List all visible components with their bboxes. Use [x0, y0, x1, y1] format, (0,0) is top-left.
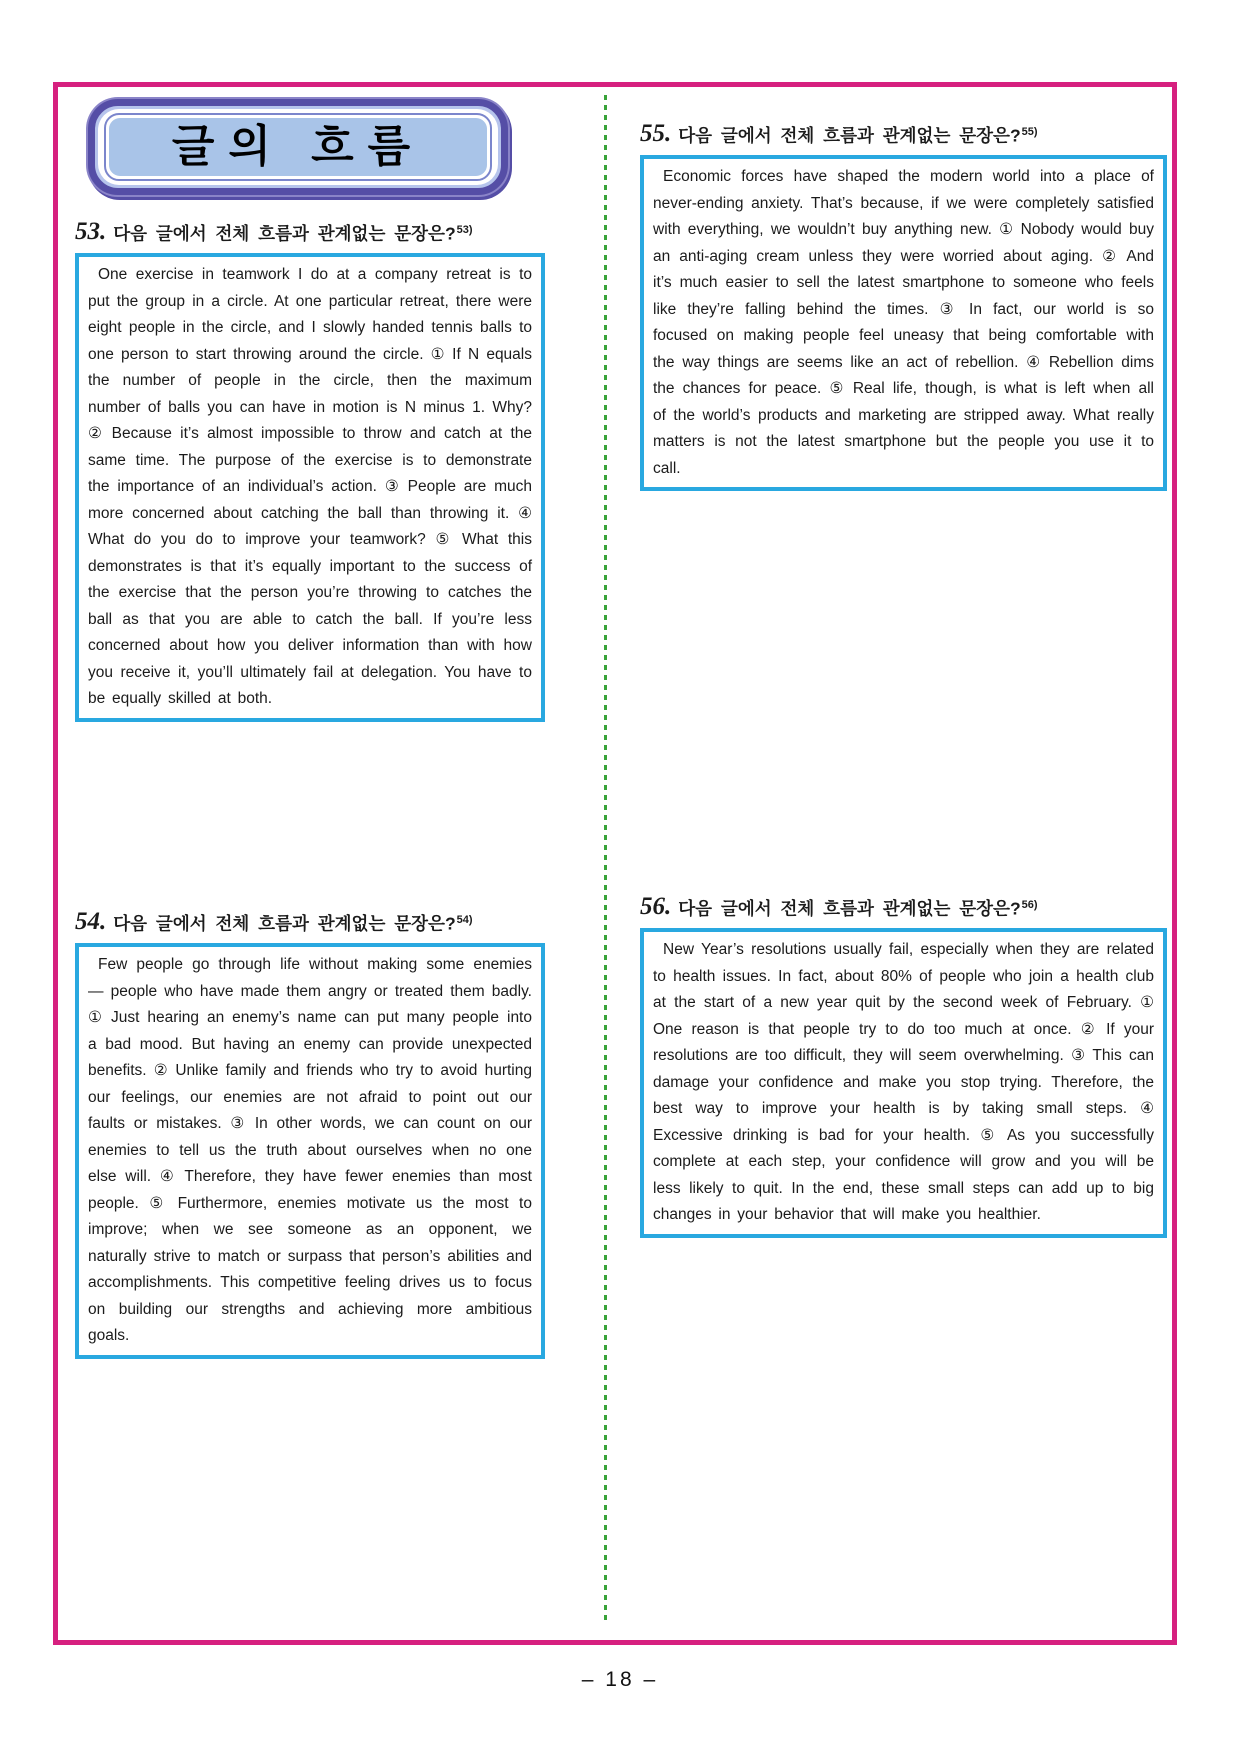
question-55-number: 55. — [640, 120, 672, 148]
column-divider — [604, 95, 607, 1623]
question-55-passage-box — [640, 155, 1167, 491]
question-56-passage-text: New Year’s resolutions usually fail, especially when they are related to health issues. In fact, about 80% of people who join a health club at the start of a new year quit by the second week of February. ① One reason is that people try to do too much at once. ② If your resolutions are too difficult, they will seem overwhelming. ③ This can damage your confidence and make you stop trying. Therefore, the best way to improve your health is by taking small steps. ④ Excessive drinking is bad for your health. ⑤ As you successfully complete at each step, your confidence will grow and you will be less likely to quit. In the end, these small steps can add up to big changes in your behavior that will make you healthier. — [653, 941, 1154, 1224]
question-55-header — [640, 117, 1167, 152]
question-54 — [75, 905, 545, 1359]
question-56-prompt: 다음 글에서 전체 흐름과 관계없는 문장은? — [678, 898, 1021, 919]
question-54-number: 54. — [75, 908, 107, 936]
question-54-prompt: 다음 글에서 전체 흐름과 관계없는 문장은? — [113, 913, 456, 934]
question-53-header — [75, 215, 545, 250]
page-frame — [53, 82, 1177, 1645]
question-54-passage-text: Few people go through life without making some enemies — people who have made them angry or treated them badly. ① Just hearing an enemy’s name can put many people into a bad mood. But having an enemy can provide unexpected benefits. ② Unlike family and friends who try to avoid hurting our feelings, our enemies are not afraid to point out our faults or mistakes. ③ In other words, we can count on our enemies to tell us the truth about ourselves when no one else will. ④ Therefore, they have fewer enemies than most people. ⑤ Furthermore, enemies motivate us the most to improve; when we see someone as an opponent, we naturally strive to match or surpass that person’s abilities and accomplishments. This competitive feeling drives us to focus on building our strengths and achieving more ambitious goals. — [88, 956, 532, 1345]
page-number: – 18 – — [581, 1668, 659, 1691]
question-53-number: 53. — [75, 218, 107, 246]
question-53-passage-box — [75, 253, 545, 722]
question-55-footnote-ref: 55) — [1021, 126, 1038, 138]
question-56-number: 56. — [640, 893, 672, 921]
question-53 — [75, 215, 545, 722]
question-53-footnote-ref: 53) — [456, 224, 473, 236]
question-54-header — [75, 905, 545, 940]
question-53-prompt: 다음 글에서 전체 흐름과 관계없는 문장은? — [113, 223, 456, 244]
title-inner-ring — [104, 113, 492, 181]
section-title: 글의 흐름 — [171, 122, 425, 171]
question-56-passage-box — [640, 928, 1167, 1238]
section-title-box — [88, 99, 508, 195]
title-fill — [109, 118, 487, 176]
title-outer-ring — [88, 99, 508, 195]
question-56-footnote-ref: 56) — [1021, 899, 1038, 911]
question-54-footnote-ref: 54) — [456, 914, 473, 926]
question-54-passage-box — [75, 943, 545, 1359]
question-55-prompt: 다음 글에서 전체 흐름과 관계없는 문장은? — [678, 125, 1021, 146]
question-55-passage-text: Economic forces have shaped the modern world into a place of never-ending anxiety. That’s because, if we were completely satisfied with everything, we wouldn’t buy anything new. ① Nobody would buy an anti-aging cream unless they were worried about aging. ② And it’s much easier to sell the latest smartphone to someone who feels like they’re falling behind the times. ③ In fact, our world is so focused on making people feel uneasy that being comfortable with the way things are seems like an act of rebellion. ④ Rebellion dims the chances for peace. ⑤ Real life, though, is what is left when all of the world’s products and marketing are stripped away. What really matters is not the latest smartphone but the people you use it to call. — [653, 168, 1154, 477]
question-56-header — [640, 890, 1167, 925]
question-56 — [640, 890, 1167, 1238]
title-white-ring — [98, 109, 498, 185]
question-53-passage-text: One exercise in teamwork I do at a company retreat is to put the group in a circle. At one particular retreat, there were eight people in the circle, and I slowly handed tennis balls to one person to start throwing around the circle. ① If N equals the number of people in the circle, then the maximum number of balls you can have in motion is N minus 1. Why? ② Because it’s almost impossible to throw and catch at the same time. The purpose of the exercise is to demonstrate the importance of an individual’s action. ③ People are much more concerned about catching the ball than throwing it. ④ What do you do to improve your teamwork? ⑤ What this demonstrates is that it’s equally important to the success of the exercise that the person you’re throwing to catches the ball as that you are able to catch the ball. If you’re less concerned about how you deliver information than with how you receive it, you’ll ultimately fail at delegation. You have to be equally skilled at both. — [88, 266, 532, 708]
question-55 — [640, 117, 1167, 491]
